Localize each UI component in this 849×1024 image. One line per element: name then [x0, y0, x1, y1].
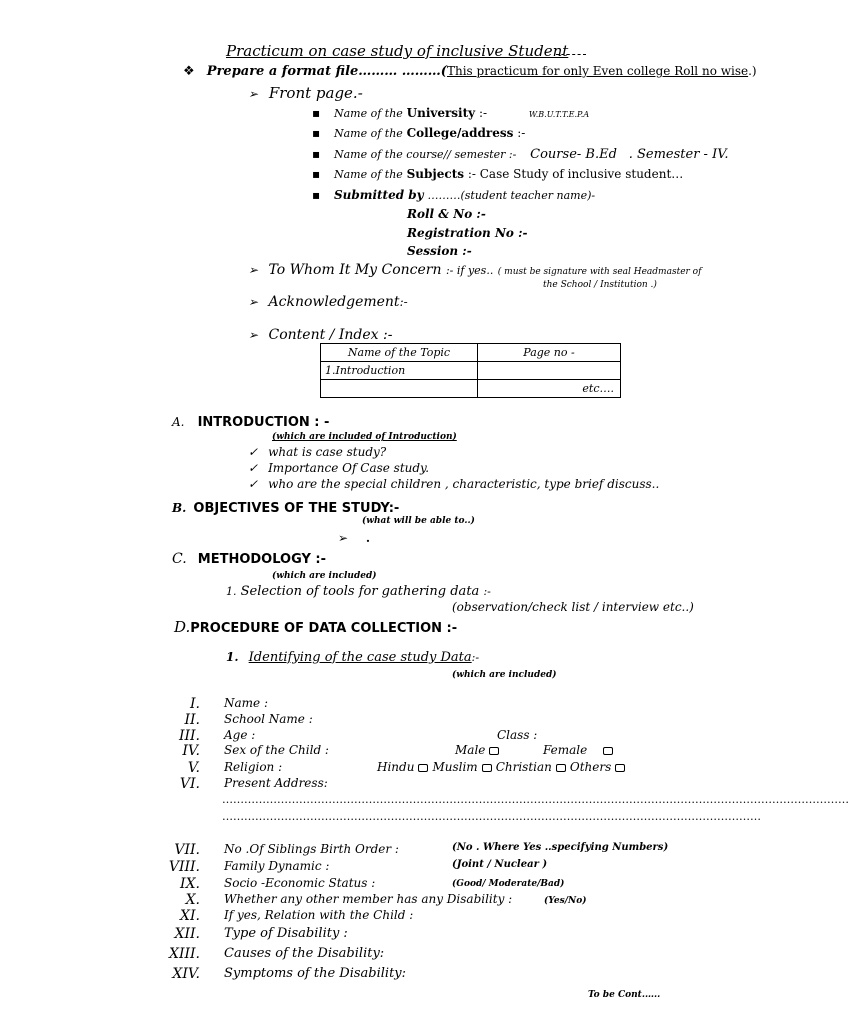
to-whom-suffix: :- if yes.. — [445, 264, 494, 277]
section-a-heading — [172, 411, 329, 430]
section-d-subtitle: (which are included) — [452, 670, 557, 680]
index-cell: etc…. — [478, 380, 621, 398]
field-relation-label: If yes, Relation with the Child : — [224, 908, 414, 922]
subjects-label: Subjects — [406, 167, 464, 181]
list-item — [248, 461, 429, 475]
field-address-label: Present Address: — [224, 776, 328, 790]
submitted-label: Submitted by — [333, 188, 424, 202]
front-page-label: Front page.- — [268, 84, 363, 102]
muslim-checkbox[interactable] — [482, 764, 492, 772]
college-suffix: :- — [517, 126, 526, 140]
section-c-subtitle: (which are included) — [272, 571, 377, 581]
option-muslim-label: Muslim — [432, 760, 478, 774]
section-d-item-suffix: :- — [471, 651, 480, 664]
section-c-item — [226, 584, 491, 599]
male-checkbox[interactable] — [489, 747, 499, 755]
front-item-subjects — [312, 167, 683, 181]
acknowledgement-suffix: :- — [399, 295, 408, 309]
section-b-title: OBJECTIVES OF THE STUDY:- — [193, 501, 400, 516]
section-c-item-text: Selection of tools for gathering data — [240, 584, 480, 599]
front-item-university — [312, 106, 589, 120]
field-siblings-hint: (No . Where Yes ..specifying Numbers) — [452, 842, 669, 853]
section-c-tools: (observation/check list / interview etc..) — [452, 600, 694, 614]
square-bullet-icon: ▪ — [312, 188, 321, 202]
field-number: VIII. — [168, 859, 200, 875]
subjects-prefix: Name of the — [333, 168, 403, 181]
intro-item-text: Importance Of Case study. — [268, 461, 430, 475]
section-b-bullet-text: . — [365, 531, 371, 545]
acknowledgement-label: Acknowledgement — [268, 294, 400, 310]
submitted-value: ………(student teacher name)- — [427, 189, 596, 202]
arrow-bullet-icon: ➢ — [248, 328, 259, 342]
section-d-item-number: 1. — [226, 650, 239, 664]
front-item-college — [312, 126, 525, 140]
index-header-topic: Name of the Topic — [321, 344, 478, 362]
others-checkbox[interactable] — [615, 764, 625, 772]
table-row — [321, 380, 621, 398]
university-label: University — [406, 106, 476, 120]
section-d-title: PROCEDURE OF DATA COLLECTION :- — [190, 621, 458, 636]
roll-no-label: Roll & No :- — [407, 207, 486, 221]
index-header-page: Page no - — [478, 344, 621, 362]
university-suffix: :- — [478, 106, 488, 120]
section-d-item — [226, 650, 479, 665]
field-type-label: Type of Disability : — [224, 926, 348, 941]
course-label: Name of the course// semester :- — [333, 148, 517, 161]
option-male-label: Male — [455, 743, 486, 757]
section-b-heading — [172, 497, 399, 516]
index-table-header — [321, 344, 621, 362]
prepare-note: This practicum for only Even college Roll no wise — [446, 64, 749, 78]
university-value: W.B.U.T.T.E.P.A — [528, 110, 590, 119]
address-line-2[interactable]: ………………………………………………………………………………………………………………………………… — [222, 810, 761, 823]
option-others-label: Others — [569, 760, 612, 774]
section-c-letter: C. — [172, 551, 187, 567]
section-a-letter: A. — [172, 415, 185, 429]
to-whom-label: To Whom It My Concern — [268, 262, 442, 278]
field-number: IX. — [180, 876, 200, 892]
list-item — [248, 477, 659, 491]
check-icon: ✓ — [248, 477, 259, 491]
field-number: V. — [187, 760, 200, 776]
square-bullet-icon: ▪ — [312, 147, 321, 161]
section-b-bullet — [338, 531, 370, 545]
arrow-bullet-icon: ➢ — [248, 295, 259, 309]
intro-item-text: what is case study? — [268, 445, 387, 459]
college-prefix: Name of the — [333, 127, 403, 140]
option-christian-label: Christian — [495, 760, 552, 774]
to-whom-heading — [248, 262, 701, 278]
field-religion-label: Religion : — [224, 760, 283, 774]
female-checkbox[interactable] — [603, 747, 613, 755]
section-d-letter: D. — [174, 618, 191, 636]
section-b-letter: B. — [172, 501, 187, 515]
field-number: VII. — [174, 842, 200, 858]
field-number: XII. — [174, 926, 200, 942]
arrow-bullet-icon: ➢ — [248, 263, 259, 277]
field-socio-hint: (Good/ Moderate/Bad) — [452, 879, 565, 889]
front-page-heading — [248, 84, 363, 102]
christian-checkbox[interactable] — [556, 764, 566, 772]
check-icon: ✓ — [248, 461, 259, 475]
list-item — [248, 445, 386, 459]
square-bullet-icon: ▪ — [312, 126, 321, 140]
content-index-label: Content / Index :- — [268, 327, 393, 343]
hindu-checkbox[interactable] — [418, 764, 428, 772]
section-d-heading — [174, 617, 457, 636]
field-number: XI. — [180, 908, 200, 924]
field-number: III. — [178, 728, 200, 744]
field-number: I. — [190, 696, 200, 712]
field-causes-label: Causes of the Disability: — [224, 946, 385, 961]
university-prefix: Name of the — [333, 107, 403, 120]
field-name-label: Name : — [224, 696, 268, 710]
field-disability-member-hint: (Yes/No) — [544, 896, 587, 906]
session-label: Session :- — [407, 244, 472, 258]
intro-item-text: who are the special children , characteristic, type brief discuss.. — [268, 477, 660, 491]
arrow-bullet-icon: ➢ — [248, 87, 259, 101]
option-hindu-label: Hindu — [377, 760, 415, 774]
registration-no-label: Registration No :- — [407, 226, 528, 240]
prepare-line — [183, 64, 757, 79]
college-label: College/address — [406, 126, 514, 140]
to-whom-note-line2: the School / Institution .) — [543, 280, 657, 290]
acknowledgement-heading — [248, 294, 408, 310]
page-title: Practicum on case study of inclusive Student — [226, 42, 569, 60]
field-number: IV. — [182, 743, 200, 759]
section-c-item-suffix: :- — [483, 585, 491, 598]
index-cell: 1.Introduction — [321, 362, 478, 380]
field-family-hint: (Joint / Nuclear ) — [452, 859, 548, 870]
address-line-1[interactable]: ……………………………………………………………………………………………………………………………………………………… — [222, 793, 849, 806]
front-item-course — [312, 147, 728, 162]
prepare-end: .) — [748, 64, 757, 78]
semester-value: . Semester - IV. — [628, 147, 729, 162]
field-number: X. — [185, 892, 200, 908]
to-whom-note-line1: ( must be signature with seal Headmaster of — [497, 267, 702, 277]
field-age-label: Age : — [224, 728, 256, 742]
field-family-label: Family Dynamic : — [224, 859, 330, 873]
section-a-subtitle: (which are included of Introduction) — [272, 432, 457, 442]
front-item-submitted — [312, 188, 595, 202]
section-b-subtitle: (what will be able to..) — [362, 516, 475, 526]
field-number: XIV. — [172, 966, 200, 982]
field-number: VI. — [179, 776, 200, 792]
table-row — [321, 362, 621, 380]
field-school-label: School Name : — [224, 712, 313, 726]
field-class-label: Class : — [497, 728, 538, 742]
content-index-heading — [248, 327, 392, 343]
section-a-title: INTRODUCTION : - — [197, 415, 330, 430]
option-female — [543, 743, 617, 757]
title-underline-extension — [556, 54, 586, 55]
section-c-heading — [172, 548, 326, 567]
field-sex-label: Sex of the Child : — [224, 743, 329, 757]
field-siblings-label: No .Of Siblings Birth Order : — [224, 842, 399, 856]
field-disability-member-label: Whether any other member has any Disability : — [224, 892, 513, 906]
field-socio-label: Socio -Economic Status : — [224, 876, 376, 890]
arrow-bullet-icon: ➢ — [338, 531, 349, 545]
section-d-item-text: Identifying of the case study Data — [248, 650, 472, 665]
diamond-bullet-icon: ❖ — [183, 64, 195, 79]
field-number: XIII. — [168, 946, 200, 962]
field-number: II. — [184, 712, 200, 728]
course-value: Course- B.Ed — [530, 147, 617, 162]
subjects-value: :- Case Study of inclusive student… — [467, 167, 684, 181]
prepare-label: Prepare a format file……… ………( — [206, 64, 447, 79]
field-symptoms-label: Symptoms of the Disability: — [224, 966, 407, 981]
index-table — [320, 343, 621, 398]
continued-note: To be Cont.….. — [588, 990, 661, 1000]
square-bullet-icon: ▪ — [312, 106, 321, 120]
index-cell — [478, 362, 621, 380]
option-male — [455, 743, 503, 757]
religion-options — [377, 760, 629, 774]
square-bullet-icon: ▪ — [312, 167, 321, 181]
section-c-title: METHODOLOGY :- — [197, 552, 327, 567]
option-female-label: Female — [543, 743, 588, 757]
index-cell — [321, 380, 478, 398]
check-icon: ✓ — [248, 445, 259, 459]
section-c-item-number: 1. — [226, 585, 237, 598]
